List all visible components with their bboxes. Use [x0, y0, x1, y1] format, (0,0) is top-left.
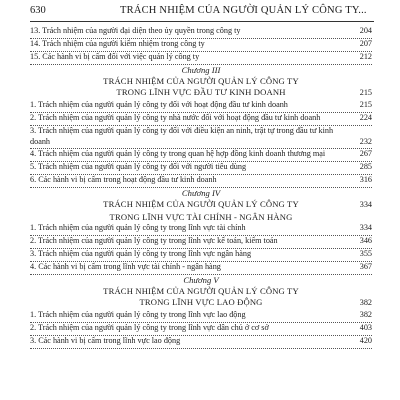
- toc-entry-title: 2. Trách nhiệm của người quản lý công ty nhà nước đối với hoạt động đầu tư kinh doanh: [30, 112, 321, 122]
- toc-entry-title: 2. Trách nhiệm của người quản lý công ty trong lĩnh vực dân chủ ở cơ sở: [30, 323, 269, 333]
- toc-entry: [30, 249, 372, 262]
- toc-entry-title: 2. Trách nhiệm của người quản lý công ty trong lĩnh vực kế toán, kiểm toán: [30, 236, 278, 246]
- toc-entry-title: 14. Trách nhiệm của người kiểm nhiệm trong công ty: [30, 38, 205, 48]
- chapter-4: [30, 188, 372, 275]
- toc-entry-page: 215: [359, 99, 372, 109]
- toc-entry-title: 1. Trách nhiệm của người quản lý công ty đối với hoạt động đầu tư kinh doanh: [30, 99, 288, 109]
- toc-entry: [30, 52, 372, 65]
- chapter-title-line-2: TRONG LĨNH VỰC ĐẦU TƯ KINH DOANH: [116, 86, 286, 97]
- chapter-label: Chương III: [181, 64, 221, 75]
- chapter-4-rows: [30, 223, 372, 275]
- toc-entry: [30, 126, 372, 149]
- toc-entry-page: 316: [359, 175, 372, 185]
- toc-entry-title: 4. Trách nhiệm của người quản lý công ty trong quan hệ hợp đồng kinh doanh thương mại: [30, 149, 326, 159]
- toc-entry-title: 13. Trách nhiệm của người đại diện theo ủy quyền trong công ty: [30, 26, 241, 35]
- chapter-title-line-1: TRÁCH NHIỆM CỦA NGƯỜI QUẢN LÝ CÔNG TY: [103, 199, 299, 210]
- chapter-title-line-1-row: [30, 199, 372, 212]
- chapter-title-page: 334: [359, 200, 372, 210]
- chapter-label: Chương IV: [181, 188, 221, 199]
- toc-entry-page: 420: [359, 336, 372, 346]
- chapter-5: [30, 275, 372, 349]
- toc-entry-page: 382: [359, 310, 372, 320]
- chapter-3: [30, 65, 372, 188]
- chapter-label: Chương V: [183, 275, 219, 286]
- toc-entry-page: 212: [359, 51, 372, 61]
- toc-entry-page: 346: [359, 236, 372, 246]
- toc-entry-title: 3. Các hành vi bị cấm trong lĩnh vực lao động: [30, 336, 181, 346]
- chapter-title-line-2: TRONG LĨNH VỰC TÀI CHÍNH - NGÂN HÀNG: [109, 212, 293, 223]
- toc-entry: [30, 162, 372, 175]
- header-rule: [30, 21, 374, 22]
- toc-entry-page: 403: [359, 323, 372, 333]
- chapter-title-line-1: TRÁCH NHIỆM CỦA NGƯỜI QUẢN LÝ CÔNG TY: [103, 75, 299, 86]
- toc-entry-page: 334: [359, 223, 372, 233]
- toc-top-rows: [30, 26, 372, 65]
- toc-entry: [30, 323, 372, 336]
- toc-entry-title: 15. Các hành vi bị cấm đối với việc quản lý công ty: [30, 51, 200, 61]
- toc-entry-page: 285: [359, 162, 372, 172]
- chapter-title-page: 215: [359, 87, 372, 97]
- chapter-title-page: 382: [359, 298, 372, 308]
- toc-entry-title: 6. Các hành vi bị cấm trong hoạt động đầu tư kinh doanh: [30, 175, 217, 185]
- toc-entry: [30, 26, 372, 39]
- chapter-title-line-1: TRÁCH NHIỆM CỦA NGƯỜI QUẢN LÝ CÔNG TY: [103, 286, 299, 297]
- toc-entry: [30, 262, 372, 275]
- toc-entry-title: 3. Trách nhiệm của người quản lý công ty đối với điều kiện an ninh, trật tự trong đầu tư kinh doanh: [30, 125, 334, 146]
- chapter-title-line-2-row: [30, 87, 372, 100]
- page-number: 630: [30, 5, 46, 16]
- toc-entry-title: 1. Trách nhiệm của người quản lý công ty trong lĩnh vực lao động: [30, 310, 246, 320]
- chapter-title-line-2-row: [30, 297, 372, 310]
- toc-entry-page: 224: [359, 112, 372, 122]
- toc-entry-title: 5. Trách nhiệm của người quản lý công ty đối với người tiêu dùng: [30, 162, 247, 172]
- toc-entry-title: 1. Trách nhiệm của người quản lý công ty trong lĩnh vực tài chính: [30, 223, 246, 233]
- toc-entry-title: 4. Các hành vi bị cấm trong lĩnh vực tài chính - ngân hàng: [30, 262, 221, 272]
- toc-entry-page: 204: [359, 26, 372, 35]
- toc-entry: [30, 223, 372, 236]
- toc-entry-page: 355: [359, 249, 372, 259]
- chapter-3-rows: [30, 100, 372, 188]
- toc-entry-page: 367: [359, 262, 372, 272]
- toc-entry-page: 232: [359, 136, 372, 146]
- chapter-5-rows: [30, 310, 372, 349]
- toc-entry: [30, 149, 372, 162]
- page-header: [30, 2, 370, 18]
- toc-entry: [30, 175, 372, 188]
- toc-entry-title: 3. Trách nhiệm của người quản lý công ty trong lĩnh vực ngân hàng: [30, 249, 252, 259]
- toc-entry: [30, 113, 372, 126]
- toc-entry-page: 267: [359, 149, 372, 159]
- toc-entry: [30, 236, 372, 249]
- table-of-contents: [30, 26, 372, 349]
- toc-entry: [30, 310, 372, 323]
- toc-entry: [30, 336, 372, 349]
- toc-entry: [30, 100, 372, 113]
- chapter-title-line-2: TRONG LĨNH VỰC LAO ĐỘNG: [139, 297, 263, 308]
- toc-entry: [30, 39, 372, 52]
- running-title: TRÁCH NHIỆM CỦA NGƯỜI QUẢN LÝ CÔNG TY...: [120, 5, 367, 16]
- toc-entry-page: 207: [359, 38, 372, 48]
